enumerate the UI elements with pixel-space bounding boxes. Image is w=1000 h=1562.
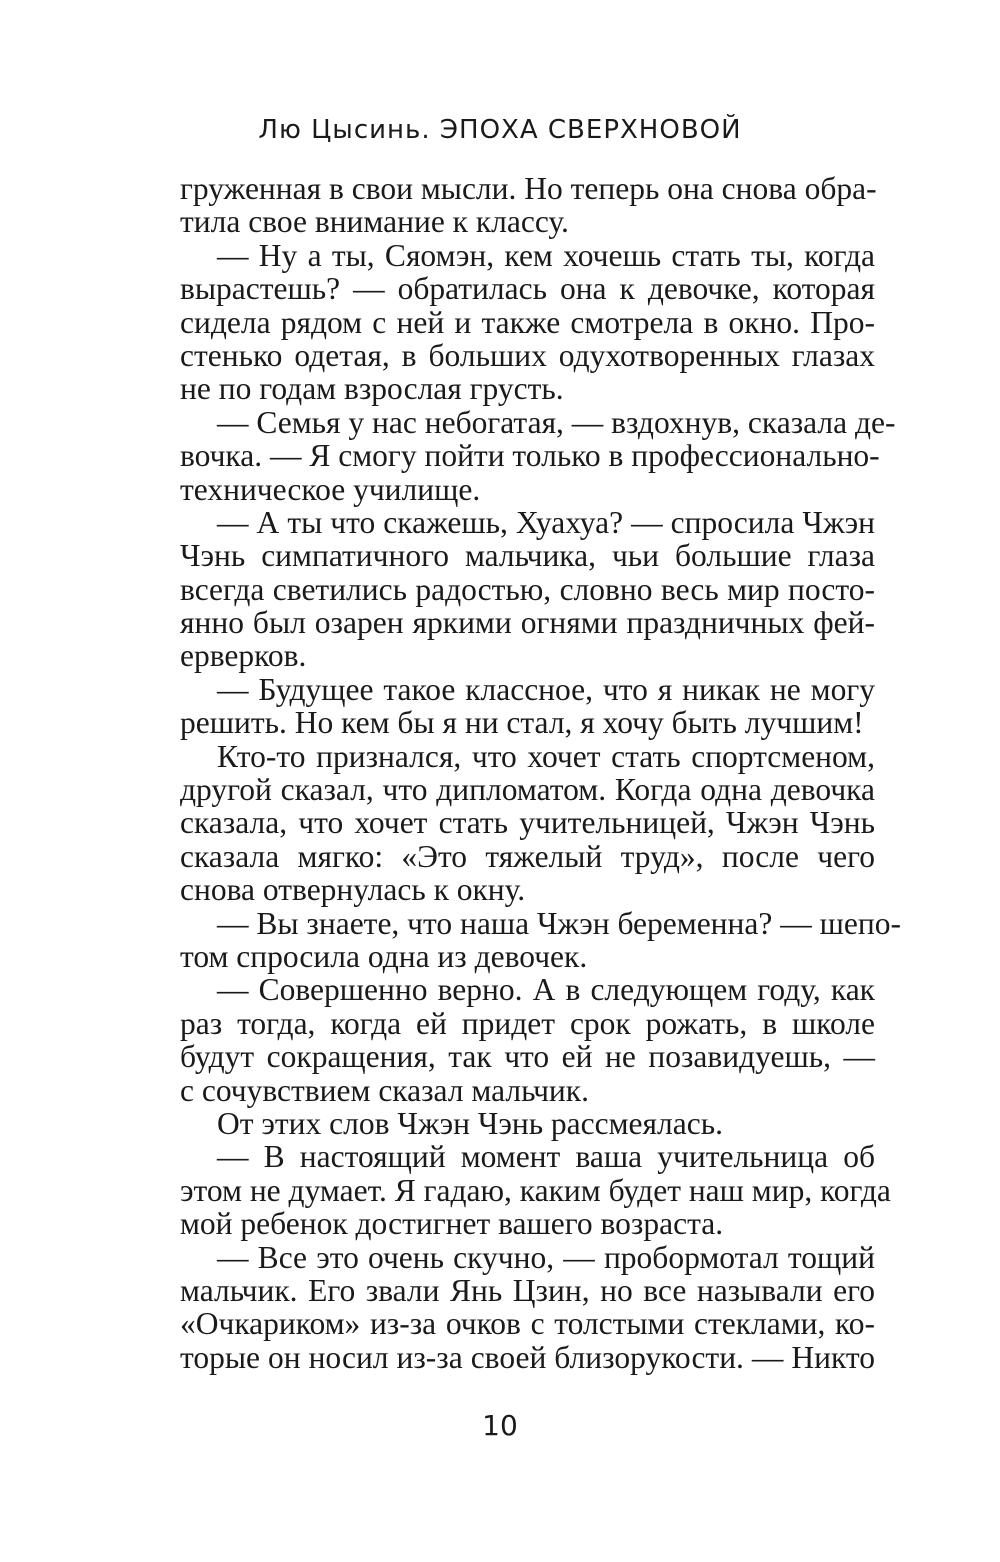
text-line: янно был озарен яркими огнями праздничных фей- (180, 605, 875, 641)
text-line: — Ну а ты, Сяомэн, кем хочешь стать ты, когда (217, 237, 875, 273)
text-line: Чэнь симпатичного мальчика, чьи большие глаза (180, 538, 875, 574)
text-line: груженная в свои мысли. Но теперь она снова обра- (180, 171, 877, 206)
text-line: вырастешь? — обратилась она к девочке, которая (180, 271, 875, 307)
text-line: этом не думает. Я гадаю, каким будет наш мир, когда (180, 1172, 891, 1208)
text-line: — Семья у нас небогатая, — вздохнув, сказала де- (217, 404, 896, 440)
text-line: всегда светились радостью, словно весь мир посто- (180, 571, 875, 607)
text-line: — В настоящий момент ваша учительница об (217, 1139, 875, 1175)
text-line: — А ты что скажешь, Хуахуа? — спросила Чжэн (217, 504, 875, 540)
text-line: — Все это очень скучно, — пробормотал тощий (217, 1239, 875, 1275)
text-line: торые он носил из-за своей близорукости. — Никто (180, 1339, 875, 1375)
text-line: с сочувствием сказал мальчик. (180, 1072, 589, 1108)
text-line: — Будущее такое классное, что я никак не могу (217, 671, 875, 707)
text-line: стенько одетая, в больших одухотворенных глазах (180, 337, 875, 373)
text-line: том спросила одна из девочек. (180, 938, 588, 974)
text-line: сказала, что хочет стать учительницей, Чжэн Чэнь (180, 805, 875, 841)
text-line: мой ребенок достигнет вашего возраста. (180, 1206, 724, 1242)
running-header: Лю Цысинь. ЭПОХА СВЕРХНОВОЙ (258, 115, 742, 145)
text-line: «Очкариком» из-за очков с толстыми стеклами, ко- (180, 1306, 875, 1342)
text-line: раз тогда, когда ей придет срок рожать, в школе (180, 1005, 875, 1041)
text-line: тила свое внимание к классу. (180, 204, 569, 240)
text-line: снова отвернулась к окну. (180, 872, 526, 908)
text-line: ерверков. (180, 638, 307, 674)
text-line: решить. Но кем бы я ни стал, я хочу быть лучшим! (180, 705, 864, 741)
text-line: — Вы знаете, что наша Чжэн беременна? — шепо- (217, 905, 901, 941)
text-line: сидела рядом с ней и также смотрела в окно. Про- (180, 304, 875, 340)
text-line: Кто-то признался, что хочет стать спортсменом, (217, 738, 875, 774)
text-line: От этих слов Чжэн Чэнь рассмеялась. (217, 1105, 723, 1141)
text-line: вочка. — Я смогу пойти только в профессионально- (180, 438, 880, 474)
text-line: другой сказал, что дипломатом. Когда одна девочка (180, 772, 875, 808)
text-line: — Совершенно верно. А в следующем году, как (217, 972, 875, 1008)
text-block (180, 171, 901, 1375)
text-line: сказала мягко: «Это тяжелый труд», после чего (180, 838, 875, 874)
text-line: будут сокращения, так что ей не позавидуешь, — (180, 1039, 875, 1075)
page-number: 10 (482, 1409, 518, 1442)
text-line: не по годам взрослая грусть. (180, 371, 564, 407)
text-line: техническое училище. (180, 471, 481, 507)
text-line: мальчик. Его звали Янь Цзин, но все называли его (180, 1272, 875, 1308)
